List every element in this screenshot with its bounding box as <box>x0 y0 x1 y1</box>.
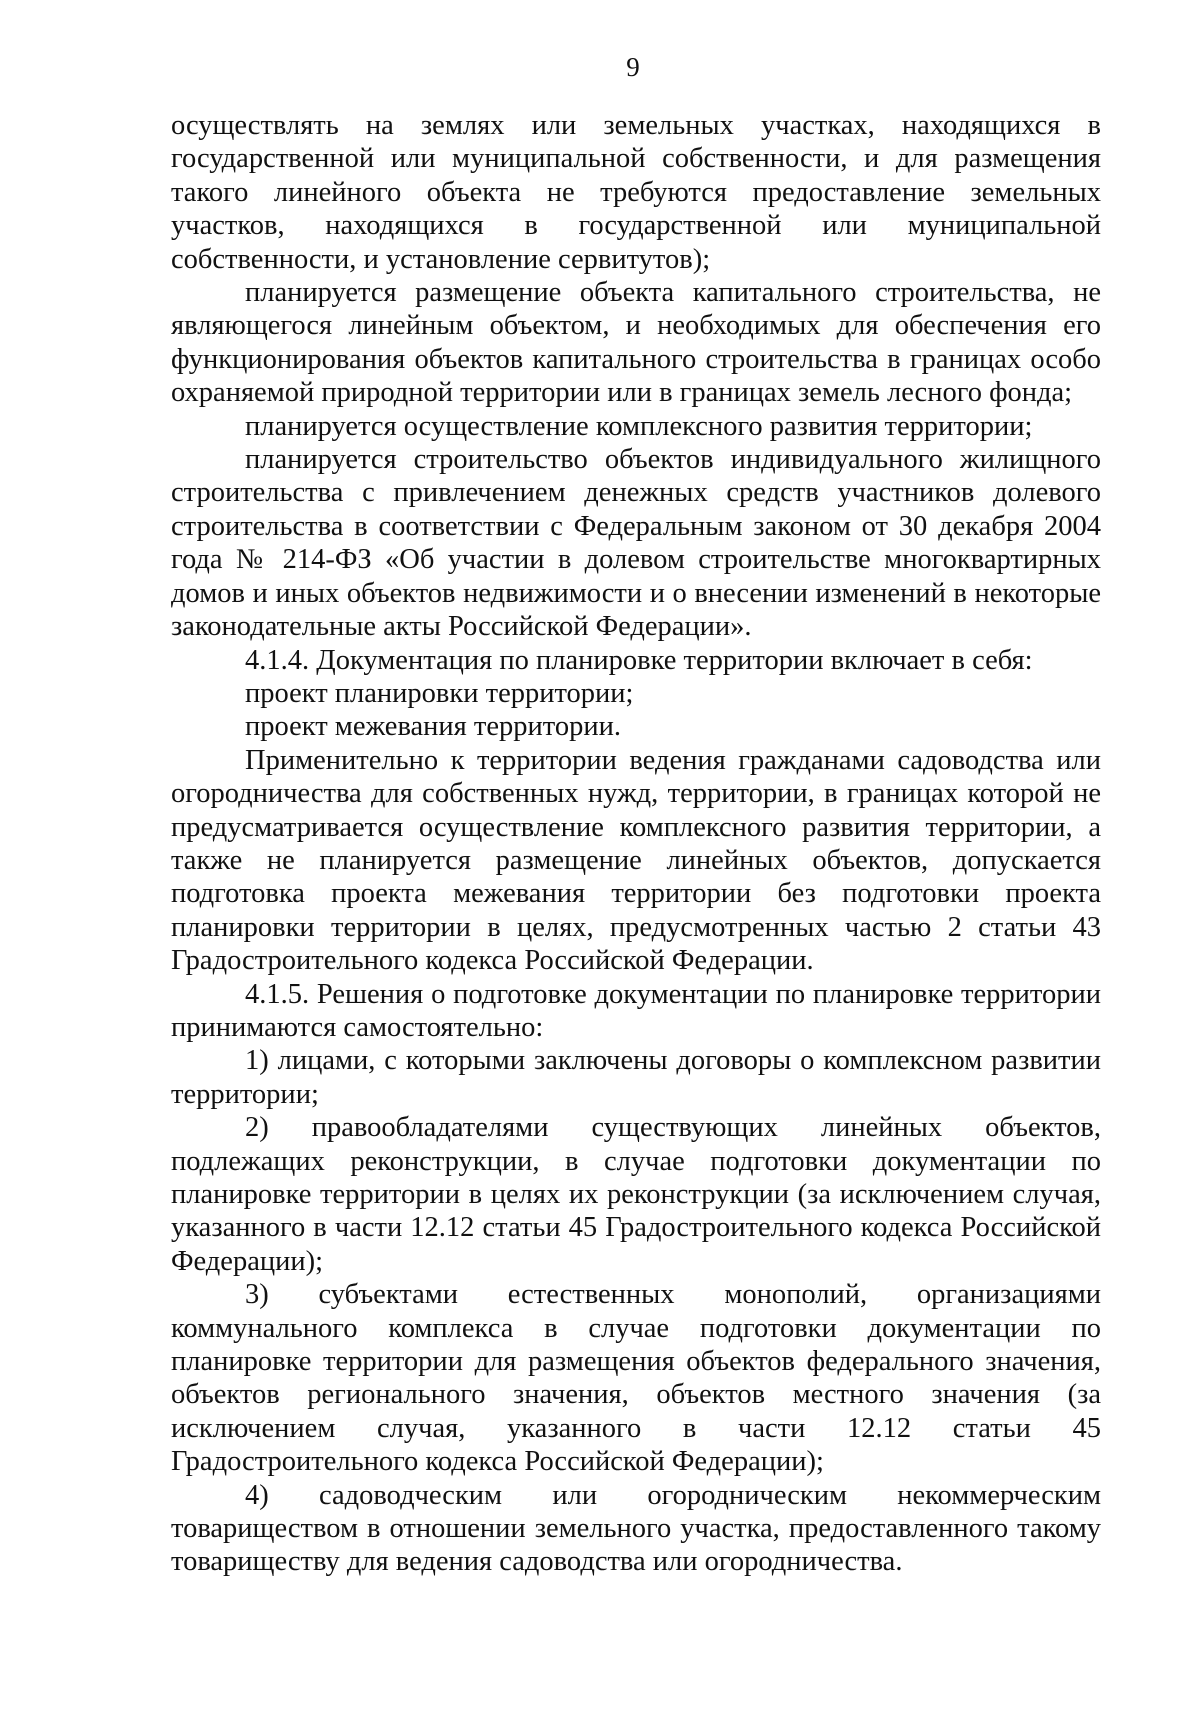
list-item: 2) правообладателями существующих линейных объектов, подлежащих реконструкции, в случае подготовки документации по планировке территории в целях их реконструкции (за исключением случая, указанного в части 12.12 статьи 45 Градостроительного кодекса Российской Федерации); <box>171 1112 1101 1277</box>
paragraph: планируется строительство объектов индивидуального жилищного строительства с привлечением денежных средств участников долевого строительства в соответствии с Федеральным законом от 30 декабря 2004 года № 214-ФЗ «Об участии в долевом строительстве многоквартирных домов и иных объектов недвижимости и о внесении изменений в некоторые законодательные акты Российской Федерации». <box>171 444 1101 643</box>
paragraph-continuation: осуществлять на землях или земельных участках, находящихся в государственной или муниципальной собственности, и для размещения такого линейного объекта не требуются предоставление земельных участков, находящихся в государственной или муниципальной собственности, и установление сервитутов); <box>171 110 1101 275</box>
paragraph: планируется размещение объекта капитального строительства, не являющегося линейным объектом, и необходимых для обеспечения его функционирования объектов капитального строительства в границах особо охраняемой природной территории или в границах земель лесного фонда; <box>171 277 1101 409</box>
list-item: проект межевания территории. <box>245 711 621 743</box>
page-number: 9 <box>626 52 640 82</box>
list-item: проект планировки территории; <box>245 677 634 709</box>
list-item: 4) садоводческим или огородническим некоммерческим товариществом в отношении земельного участка, предоставленного такому товариществу для ведения садоводства или огородничества. <box>171 1479 1101 1578</box>
paragraph: Применительно к территории ведения гражданами садоводства или огородничества для собственных нужд, территории, в границах которой не предусматривается осуществление комплексного развития территории, а также не планируется размещение линейных объектов, допускается подготовка проекта межевания территории без подготовки проекта планировки территории в целях, предусмотренных частью 2 статьи 43 Градостроительного кодекса Российской Федерации. <box>171 744 1101 977</box>
section-4-1-5: 4.1.5. Решения о подготовке документации по планировке территории принимаются самостоятельно: <box>171 978 1101 1043</box>
document-body <box>171 109 1101 1579</box>
list-item: 1) лицами, с которыми заключены договоры о комплексном развитии территории; <box>171 1045 1101 1110</box>
section-4-1-4: 4.1.4. Документация по планировке территории включает в себя: <box>245 644 1033 676</box>
list-item: 3) субъектами естественных монополий, организациями коммунального комплекса в случае подготовки документации по планировке территории для размещения объектов федерального значения, объектов регионального значения, объектов местного значения (за исключением случая, указанного в части 12.12 статьи 45 Градостроительного кодекса Российской Федерации); <box>171 1279 1101 1478</box>
paragraph: планируется осуществление комплексного развития территории; <box>245 410 1033 442</box>
